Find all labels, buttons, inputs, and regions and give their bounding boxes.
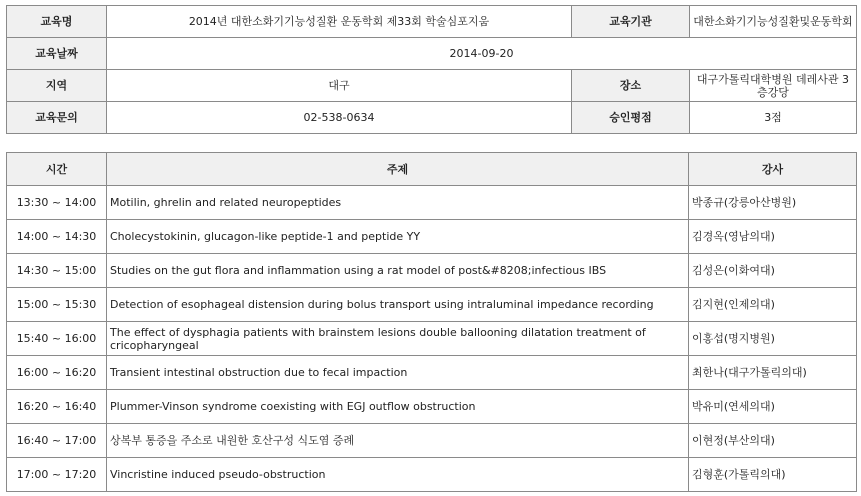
points-value: 3점 (690, 102, 857, 134)
lecturer-cell: 박종규(강릉아산병원) (689, 186, 857, 220)
place-label: 장소 (572, 70, 690, 102)
lecturer-cell: 김형훈(가톨릭의대) (689, 458, 857, 492)
lecturer-cell: 박유미(연세의대) (689, 390, 857, 424)
time-cell: 15:40 ~ 16:00 (7, 322, 107, 356)
table-row (7, 322, 857, 356)
date-value: 2014-09-20 (107, 38, 857, 70)
info-row-title (7, 6, 857, 38)
place-value: 대구가톨릭대학병원 데레사관 3층강당 (690, 70, 857, 102)
info-row-date (7, 38, 857, 70)
topic-column-header: 주제 (107, 153, 689, 186)
contact-label: 교육문의 (7, 102, 107, 134)
topic-cell: 상복부 통증을 주소로 내원한 호산구성 식도염 증례 (107, 424, 689, 458)
time-cell: 14:00 ~ 14:30 (7, 220, 107, 254)
table-row (7, 390, 857, 424)
course-info-table (6, 5, 857, 134)
topic-cell: Transient intestinal obstruction due to fecal impaction (107, 356, 689, 390)
lecturer-cell: 김경옥(영남의대) (689, 220, 857, 254)
table-row (7, 186, 857, 220)
course-name-label: 교육명 (7, 6, 107, 38)
time-cell: 15:00 ~ 15:30 (7, 288, 107, 322)
time-cell: 16:00 ~ 16:20 (7, 356, 107, 390)
institution-value: 대한소화기기능성질환및운동학회 (690, 6, 857, 38)
table-row (7, 458, 857, 492)
time-cell: 13:30 ~ 14:00 (7, 186, 107, 220)
time-cell: 17:00 ~ 17:20 (7, 458, 107, 492)
schedule-header-row (7, 153, 857, 186)
topic-cell: Cholecystokinin, glucagon-like peptide-1 and peptide YY (107, 220, 689, 254)
institution-label: 교육기관 (572, 6, 690, 38)
table-row (7, 220, 857, 254)
time-cell: 16:40 ~ 17:00 (7, 424, 107, 458)
table-row (7, 424, 857, 458)
lecturer-cell: 김지현(인제의대) (689, 288, 857, 322)
lecturer-cell: 이현정(부산의대) (689, 424, 857, 458)
topic-cell: The effect of dysphagia patients with brainstem lesions double ballooning dilatation treatment of cricopharyngeal (107, 322, 689, 356)
info-row-region (7, 70, 857, 102)
table-row (7, 254, 857, 288)
time-cell: 16:20 ~ 16:40 (7, 390, 107, 424)
topic-cell: Studies on the gut flora and inflammation using a rat model of post&#8208;infectious IBS (107, 254, 689, 288)
schedule-table (6, 152, 857, 492)
topic-cell: Detection of esophageal distension during bolus transport using intraluminal impedance recording (107, 288, 689, 322)
topic-cell: Vincristine induced pseudo-obstruction (107, 458, 689, 492)
lecturer-cell: 최한나(대구가톨릭의대) (689, 356, 857, 390)
time-cell: 14:30 ~ 15:00 (7, 254, 107, 288)
time-column-header: 시간 (7, 153, 107, 186)
region-label: 지역 (7, 70, 107, 102)
points-label: 승인평점 (572, 102, 690, 134)
info-row-contact (7, 102, 857, 134)
topic-cell: Motilin, ghrelin and related neuropeptides (107, 186, 689, 220)
lecturer-column-header: 강사 (689, 153, 857, 186)
lecturer-cell: 김성은(이화여대) (689, 254, 857, 288)
lecturer-cell: 이홍섭(명지병원) (689, 322, 857, 356)
topic-cell: Plummer-Vinson syndrome coexisting with EGJ outflow obstruction (107, 390, 689, 424)
course-name-value: 2014년 대한소화기기능성질환 운동학회 제33회 학술심포지움 (107, 6, 572, 38)
date-label: 교육날짜 (7, 38, 107, 70)
table-row (7, 356, 857, 390)
table-row (7, 288, 857, 322)
contact-value: 02-538-0634 (107, 102, 572, 134)
region-value: 대구 (107, 70, 572, 102)
